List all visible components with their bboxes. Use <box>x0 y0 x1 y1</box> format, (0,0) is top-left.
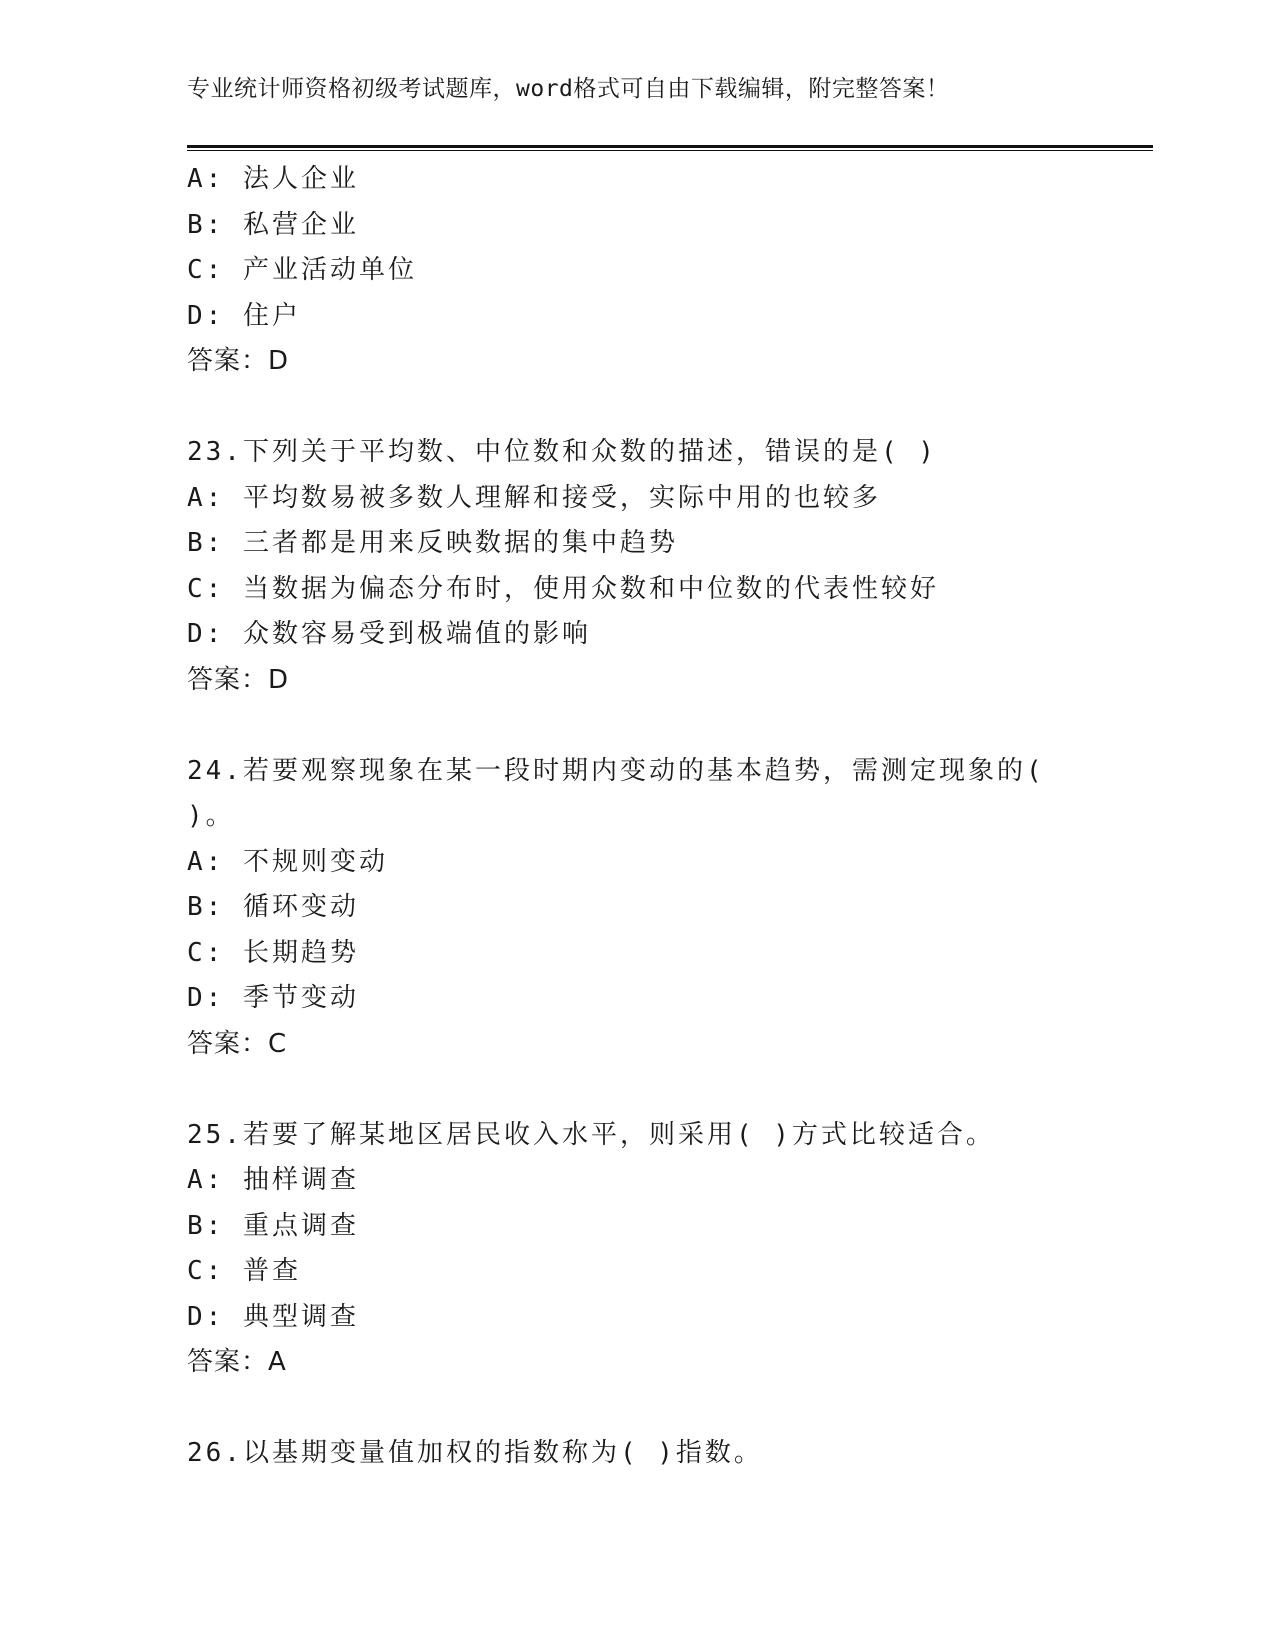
q24-question-line1: 24.若要观察现象在某一段时期内变动的基本趋势，需测定现象的( <box>187 755 1045 786</box>
q22-option-b: B: 私营企业 <box>187 209 359 240</box>
page-header: 专业统计师资格初级考试题库，word格式可自由下载编辑，附完整答案！ <box>187 76 950 102</box>
q24-option-c: C: 长期趋势 <box>187 937 359 968</box>
q25-option-b: B: 重点调查 <box>187 1210 359 1241</box>
question-26-block <box>187 1431 1153 1477</box>
q26-question: 26.以基期变量值加权的指数称为( )指数。 <box>187 1438 763 1468</box>
q23-option-c: C: 当数据为偏态分布时，使用众数和中位数的代表性较好 <box>187 573 939 604</box>
spacer <box>187 385 1153 431</box>
q24-answer: 答案：C <box>187 1028 288 1059</box>
header-rule-thin <box>187 150 1153 151</box>
q24-question-line2: )。 <box>187 801 235 831</box>
q23-option-b: B: 三者都是用来反映数据的集中趋势 <box>187 528 678 558</box>
q25-question: 25.若要了解某地区居民收入水平，则采用( )方式比较适合。 <box>187 1119 995 1150</box>
header-rule-thick <box>187 145 1153 148</box>
q25-option-c: C: 普查 <box>187 1256 301 1286</box>
q22-option-c: C: 产业活动单位 <box>187 255 417 285</box>
q23-answer: 答案：D <box>187 664 290 695</box>
question-25-block <box>187 1113 1153 1386</box>
question-24-block <box>187 749 1153 1068</box>
spacer <box>187 1067 1153 1113</box>
q25-option-d: D: 典型调查 <box>187 1301 359 1332</box>
q22-answer: 答案：D <box>187 346 290 376</box>
question-22-block <box>187 157 1153 385</box>
q22-option-d: D: 住户 <box>187 300 301 331</box>
q22-option-a: A: 法人企业 <box>187 164 359 194</box>
spacer <box>187 1386 1153 1432</box>
question-23-block <box>187 430 1153 703</box>
q23-option-a: A: 平均数易被多数人理解和接受，实际中用的也较多 <box>187 482 881 513</box>
q23-question: 23.下列关于平均数、中位数和众数的描述，错误的是( ) <box>187 437 937 467</box>
q24-option-b: B: 循环变动 <box>187 892 359 922</box>
q24-option-a: A: 不规则变动 <box>187 846 388 877</box>
q25-option-a: A: 抽样调查 <box>187 1165 359 1195</box>
question-content <box>187 157 1153 1477</box>
q25-answer: 答案：A <box>187 1347 287 1377</box>
q24-option-d: D: 季节变动 <box>187 983 359 1013</box>
spacer <box>187 703 1153 749</box>
q23-option-d: D: 众数容易受到极端值的影响 <box>187 619 591 649</box>
